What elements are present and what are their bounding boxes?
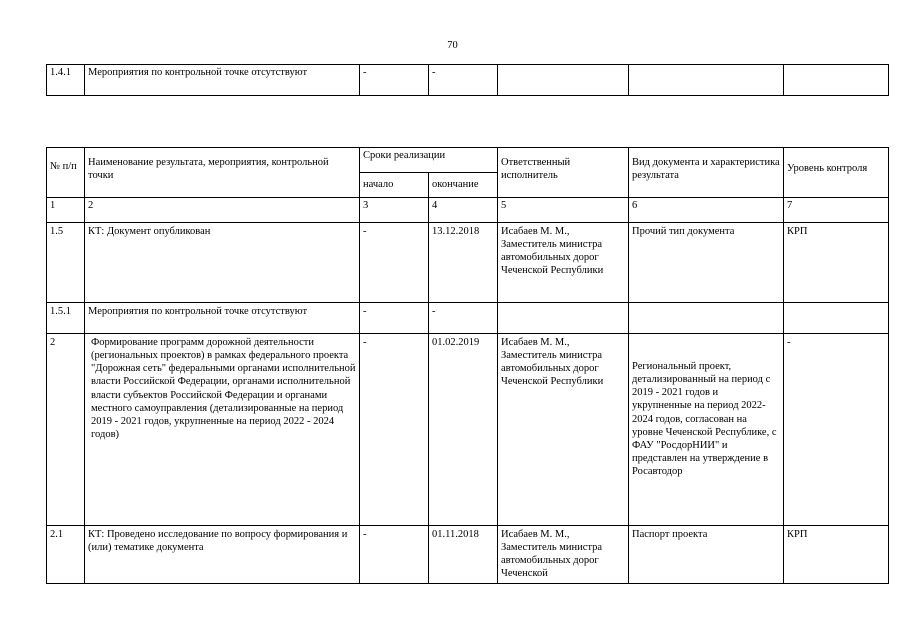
- row-doc: Прочий тип документа: [629, 223, 784, 303]
- row-doc: Региональный проект, детализированный на период с 2019 - 2021 годов и укрупненные на период 2022-2024 годов, согласован на уровне Чеченской Республике, с ФАУ "РосдорНИИ" и представлен на утверждение в Росавтодор: [629, 334, 784, 526]
- header-num: № п/п: [47, 148, 85, 198]
- row-num: 1.4.1: [47, 65, 85, 96]
- row-responsible: Исабаев М. М., Заместитель министра автомобильных дорог Чеченской Республики: [498, 334, 629, 526]
- row-responsible: [498, 65, 629, 96]
- results-table: [46, 147, 889, 584]
- row-num: 1.5.1: [47, 303, 85, 334]
- row-num: 2.1: [47, 526, 85, 584]
- row-level: КРП: [784, 223, 889, 303]
- row-start: -: [360, 526, 429, 584]
- row-start: -: [360, 334, 429, 526]
- colnum-6: 6: [629, 198, 784, 223]
- header-start: начало: [360, 173, 429, 198]
- header-terms: Сроки реализации: [360, 148, 498, 173]
- row-name: Мероприятия по контрольной точке отсутствуют: [85, 303, 360, 334]
- row-level: [784, 65, 889, 96]
- page-number: 70: [447, 40, 458, 51]
- header-doc: Вид документа и характеристика результата: [629, 148, 784, 198]
- colnum-3: 3: [360, 198, 429, 223]
- header-level: Уровень контроля: [784, 148, 889, 198]
- row-responsible: [498, 303, 629, 334]
- row-name: Формирование программ дорожной деятельности (региональных проектов) в рамках федерального проекта "Дорожная сеть" федеральными органами исполнительной власти Российской Федерации, органами исполнительной власти субъектов Российской Федерации и органами местного самоуправления (детализированные на период 2019 - 2021 годов, укрупненные на период 2022 - 2024 годов): [85, 334, 360, 526]
- row-level: -: [784, 334, 889, 526]
- colnum-7: 7: [784, 198, 889, 223]
- table-row: [47, 303, 889, 334]
- table-row: [47, 334, 889, 526]
- header-responsible: Ответственный исполнитель: [498, 148, 629, 198]
- colnum-2: 2: [85, 198, 360, 223]
- header-end: окончание: [429, 173, 498, 198]
- row-num: 2: [47, 334, 85, 526]
- row-end: -: [429, 65, 498, 96]
- row-end: 13.12.2018: [429, 223, 498, 303]
- row-start: -: [360, 303, 429, 334]
- row-start: -: [360, 223, 429, 303]
- row-level: КРП: [784, 526, 889, 584]
- row-doc: Паспорт проекта: [629, 526, 784, 584]
- row-level: [784, 303, 889, 334]
- row-responsible: Исабаев М. М., Заместитель министра автомобильных дорог Чеченской Республики: [498, 223, 629, 303]
- row-start: -: [360, 65, 429, 96]
- table-row: [47, 223, 889, 303]
- colnum-1: 1: [47, 198, 85, 223]
- row-responsible: Исабаев М. М., Заместитель министра автомобильных дорог Чеченской: [498, 526, 629, 584]
- row-name: КТ: Документ опубликован: [85, 223, 360, 303]
- column-numbers-row: [47, 198, 889, 223]
- continuation-table: [46, 64, 889, 96]
- table-row: [47, 65, 889, 96]
- colnum-5: 5: [498, 198, 629, 223]
- colnum-4: 4: [429, 198, 498, 223]
- header-row: [47, 148, 889, 173]
- row-end: 01.11.2018: [429, 526, 498, 584]
- table-row: [47, 526, 889, 584]
- row-num: 1.5: [47, 223, 85, 303]
- row-doc: [629, 303, 784, 334]
- row-end: 01.02.2019: [429, 334, 498, 526]
- row-name: Мероприятия по контрольной точке отсутствуют: [85, 65, 360, 96]
- row-name: КТ: Проведено исследование по вопросу формирования и (или) тематике документа: [85, 526, 360, 584]
- row-doc: [629, 65, 784, 96]
- header-name: Наименование результата, мероприятия, контрольной точки: [85, 148, 360, 198]
- row-end: -: [429, 303, 498, 334]
